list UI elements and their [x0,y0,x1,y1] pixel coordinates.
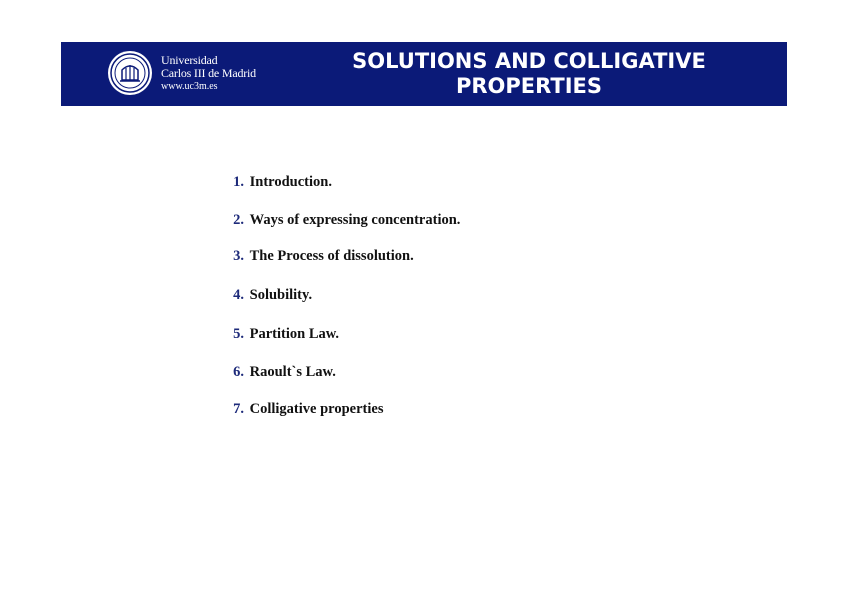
title-line-2: PROPERTIES [456,74,602,98]
item-number: 7. [233,401,244,417]
item-label: Ways of expressing concentration. [249,212,461,228]
university-line-1: Universidad [161,53,218,67]
header-banner [61,42,787,106]
list-item [212,174,612,191]
item-number: 1. [233,174,244,190]
list-item [212,212,612,229]
list-item [212,326,612,343]
item-label: Raoult`s Law. [249,364,336,380]
item-number: 6. [233,364,244,380]
item-label: The Process of dissolution. [249,248,414,264]
title-line-1: SOLUTIONS AND COLLIGATIVE [352,49,706,73]
list-item [212,401,612,418]
university-line-2: Carlos III de Madrid [161,66,256,80]
list-item [212,364,612,381]
item-label: Solubility. [249,287,313,303]
university-url: www.uc3m.es [161,81,218,92]
item-label: Introduction. [249,174,332,190]
university-seal-icon [107,50,153,96]
item-label: Partition Law. [249,326,340,342]
item-number: 5. [233,326,244,342]
list-item [212,248,612,265]
page-title [319,49,739,99]
list-item [212,287,612,304]
item-number: 4. [233,287,244,303]
item-number: 3. [233,248,244,264]
item-label: Colligative properties [249,401,384,417]
item-number: 2. [233,212,244,228]
university-name [161,54,256,93]
